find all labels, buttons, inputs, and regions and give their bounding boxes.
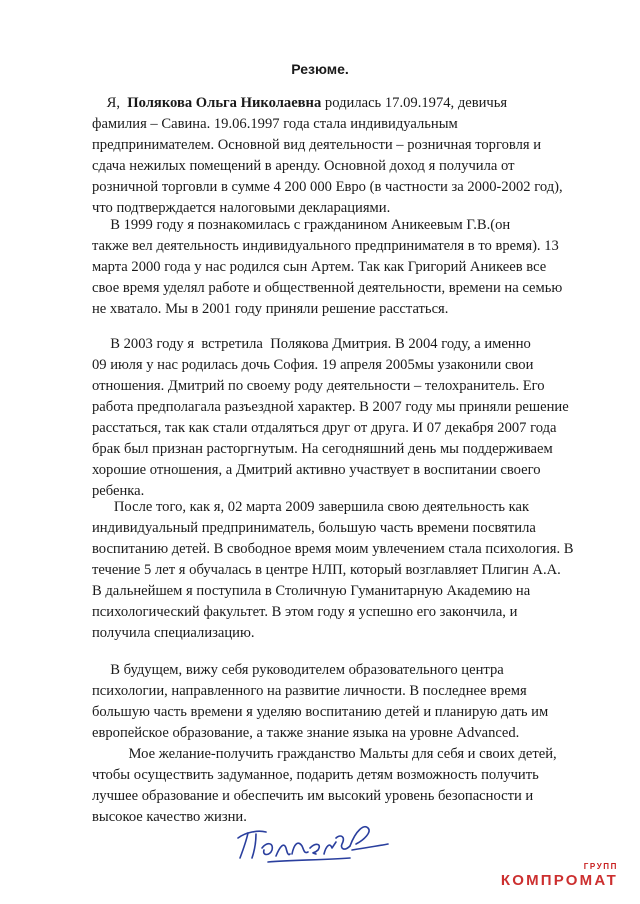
birth-info: родилась 17.09.1974, девичья (321, 95, 508, 111)
paragraph-2 (92, 215, 592, 320)
watermark-main-text: КОМПРОМАТ (500, 872, 618, 889)
paragraph-6-line-3: лучшее образование и обеспечить им высокий уровень безопасности и (92, 788, 534, 804)
paragraph-4-line-1: После того, как я, 02 марта 2009 завершила свою деятельность как (92, 499, 530, 515)
signature-stroke-3 (252, 834, 256, 858)
paragraph-4-line-4: течение 5 лет я обучалась в центре НЛП, который возглавляет Плигин А.А. (92, 562, 561, 578)
paragraph-5 (92, 660, 592, 744)
signature-stroke-9 (336, 836, 350, 849)
paragraph-1-line-4: сдача нежилых помещений в аренду. Основной доход я получила от (92, 158, 515, 174)
document-title: Резюме. (291, 61, 349, 77)
watermark-top-text: ГРУПП (583, 862, 618, 871)
signature-stroke-5 (276, 845, 290, 856)
signature-stroke-4 (262, 844, 272, 855)
paragraph-1-line-1 (92, 93, 592, 114)
full-name: Полякова Ольга Николаевна (127, 95, 322, 111)
signature-stroke-10 (350, 827, 369, 846)
paragraph-2-line-1: В 1999 году я познакомилась с гражданином Аникеевым Г.В.(он (92, 217, 511, 233)
paragraph-3 (92, 334, 592, 502)
signature-stroke-11 (352, 844, 388, 850)
paragraph-4-line-5: В дальнейшем я поступила в Столичную Гуманитарную Академию на (92, 583, 531, 599)
signature-stroke-6 (292, 843, 308, 854)
paragraph-1-line-2: фамилия – Савина. 19.06.1997 года стала индивидуальным (92, 116, 458, 132)
paragraph-2-line-4: свое время уделял работе и общественной деятельности, времени на семью (92, 280, 563, 296)
paragraph-6-line-1: Мое желание-получить гражданство Мальты для себя и своих детей, (92, 746, 557, 762)
paragraph-3-line-7: хорошие отношения, а Дмитрий активно участвует в воспитании своего (92, 462, 541, 478)
paragraph-4 (92, 497, 592, 644)
intro-text: Я, (92, 95, 128, 111)
paragraph-5-line-3: большую часть времени я уделяю воспитанию детей и планирую дать им (92, 704, 549, 720)
paragraph-6-line-4: высокое качество жизни. (92, 809, 247, 825)
paragraph-3-line-2: 09 июля у нас родилась дочь София. 19 апреля 2005мы узаконили свои (92, 357, 534, 373)
paragraph-4-line-2: индивидуальный предприниматель, большую часть времени посвятила (92, 520, 536, 536)
watermark-logo (468, 862, 618, 896)
paragraph-1 (92, 93, 592, 219)
paragraph-4-line-7: получила специализацию. (92, 625, 255, 641)
paragraph-3-line-1: В 2003 году я встретила Полякова Дмитрия. В 2004 году, а именно (92, 336, 531, 352)
paragraph-1-line-6: что подтверждается налоговыми декларациями. (92, 200, 391, 216)
handwritten-signature (232, 818, 392, 870)
paragraph-2-line-3: марта 2000 года у нас родился сын Артем. Так как Григорий Аникеев все (92, 259, 547, 275)
paragraph-5-line-4: европейское образование, а также знание языка на уровне Advanced. (92, 725, 520, 741)
paragraph-3-line-4: работа предполагала разъездной характер. В 2007 году мы приняли решение (92, 399, 569, 415)
paragraph-1-line-5: розничной торговли в сумме 4 200 000 Евро (в частности за 2000-2002 год), (92, 179, 563, 195)
signature-stroke-8 (324, 842, 336, 854)
paragraph-4-line-3: воспитанию детей. В свободное время моим увлечением стала психология. В (92, 541, 574, 557)
signature-stroke-1 (238, 831, 266, 838)
paragraph-5-line-2: психологии, направленного на развитие личности. В последнее время (92, 683, 527, 699)
paragraph-6 (92, 744, 592, 828)
paragraph-3-line-5: расстаться, так как стали отдаляться друг от друга. И 07 декабря 2007 года (92, 420, 557, 436)
signature-stroke-12 (268, 858, 350, 862)
paragraph-1-line-3: предпринимателем. Основной вид деятельности – розничная торговля и (92, 137, 542, 153)
paragraph-4-line-6: психологический факультет. В этом году я успешно его закончила, и (92, 604, 518, 620)
paragraph-3-line-3: отношения. Дмитрий по своему роду деятельности – телохранитель. Его (92, 378, 545, 394)
signature-stroke-7 (310, 844, 319, 854)
paragraph-2-line-2: также вел деятельность индивидуального предпринимателя в то время). 13 (92, 238, 559, 254)
paragraph-3-line-6: брак был признан расторгнутым. На сегодняшний день мы поддерживаем (92, 441, 553, 457)
paragraph-6-line-2: чтобы осуществить задуманное, подарить детям возможность получить (92, 767, 539, 783)
paragraph-5-line-1: В будущем, вижу себя руководителем образовательного центра (92, 662, 504, 678)
paragraph-3-line-8: ребенка. (92, 483, 145, 499)
paragraph-2-line-5: не хватало. Мы в 2001 году приняли решение расстаться. (92, 301, 449, 317)
